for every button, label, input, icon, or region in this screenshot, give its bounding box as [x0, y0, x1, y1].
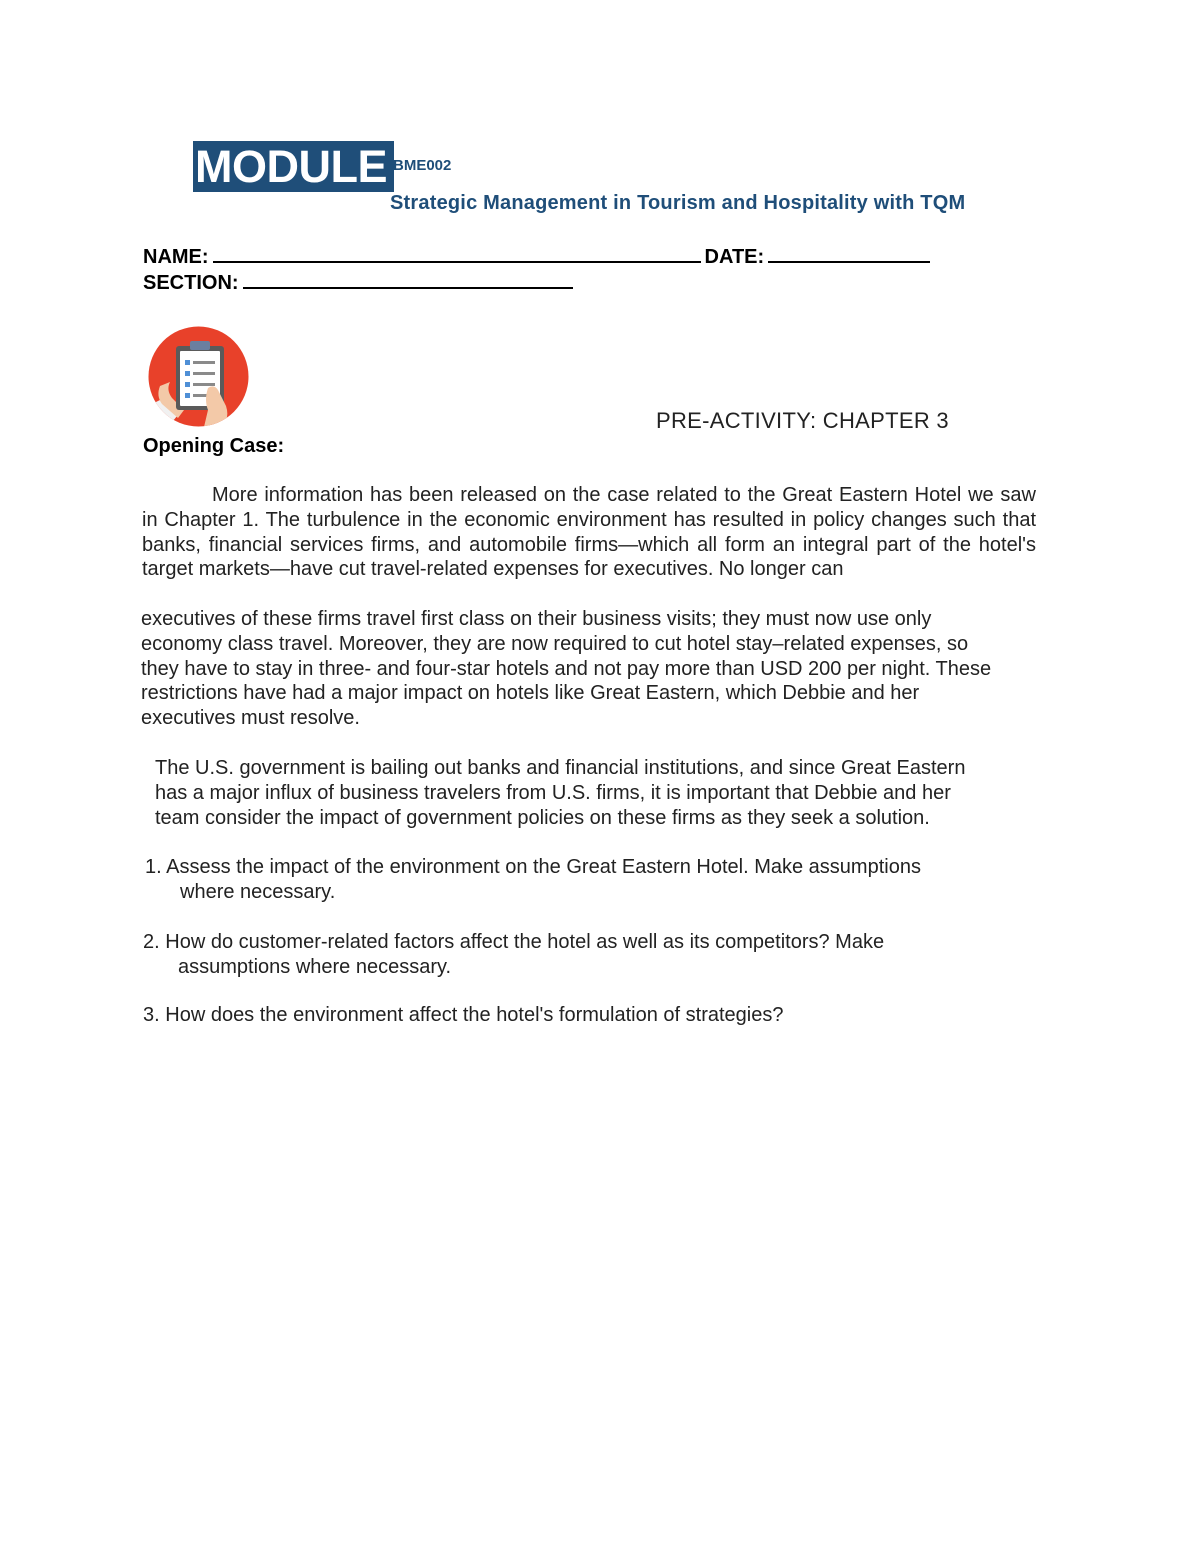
paragraph-2: executives of these firms travel first class on their business visits; they must now use only economy class travel. Moreover, they are now required to cut hotel stay–related expenses, so they have to stay in three- and four-star hotels and not pay more than USD 200 per night. These restrictions have had a major impact on hotels like Great Eastern, which Debbie and her executives must resolve.	[141, 608, 992, 730]
section-label: SECTION:	[143, 272, 239, 294]
name-label: NAME:	[143, 246, 209, 268]
activity-title: PRE-ACTIVITY: CHAPTER 3	[656, 408, 949, 433]
course-title: Strategic Management in Tourism and Hospitality with TQM	[390, 192, 966, 214]
question-number: 1.	[145, 856, 162, 878]
course-code: BME002	[393, 157, 452, 174]
name-blank[interactable]	[213, 245, 701, 263]
paragraph-1: More information has been released on the case related to the Great Eastern Hotel we saw in Chapter 1. The turbulence in the economic environment has resulted in policy changes such that banks, financial services firms, and automobile firms—which all form an integral part of the hotel's target markets—have cut travel-related expenses for executives. No longer can	[142, 484, 1036, 581]
module-badge: MODULE	[193, 141, 394, 192]
date-label: DATE:	[704, 246, 765, 268]
clipboard-checklist-icon	[148, 326, 249, 427]
question-text: How do customer-related factors affect the hotel as well as its competitors? Make	[165, 931, 885, 953]
question-number: 2.	[143, 931, 160, 953]
question-text: Assess the impact of the environment on the Great Eastern Hotel. Make assumptions	[166, 856, 921, 878]
question-3	[143, 1003, 1043, 1028]
section-blank[interactable]	[243, 271, 573, 289]
question-1	[145, 855, 1045, 905]
question-number: 3.	[143, 1004, 160, 1026]
question-2	[143, 930, 1043, 980]
question-text: How does the environment affect the hotel's formulation of strategies?	[165, 1004, 784, 1026]
question-text-continued: where necessary.	[180, 880, 336, 903]
date-blank[interactable]	[768, 245, 930, 263]
opening-case-heading: Opening Case:	[143, 435, 285, 457]
section-line	[143, 271, 577, 295]
paragraph-3: The U.S. government is bailing out banks and financial institutions, and since Great Eastern has a major influx of business travelers from U.S. firms, it is important that Debbie and her team consider the impact of government policies on these firms as they seek a solution.	[155, 757, 966, 829]
name-date-line	[143, 245, 934, 269]
question-text-continued: assumptions where necessary.	[178, 955, 452, 978]
